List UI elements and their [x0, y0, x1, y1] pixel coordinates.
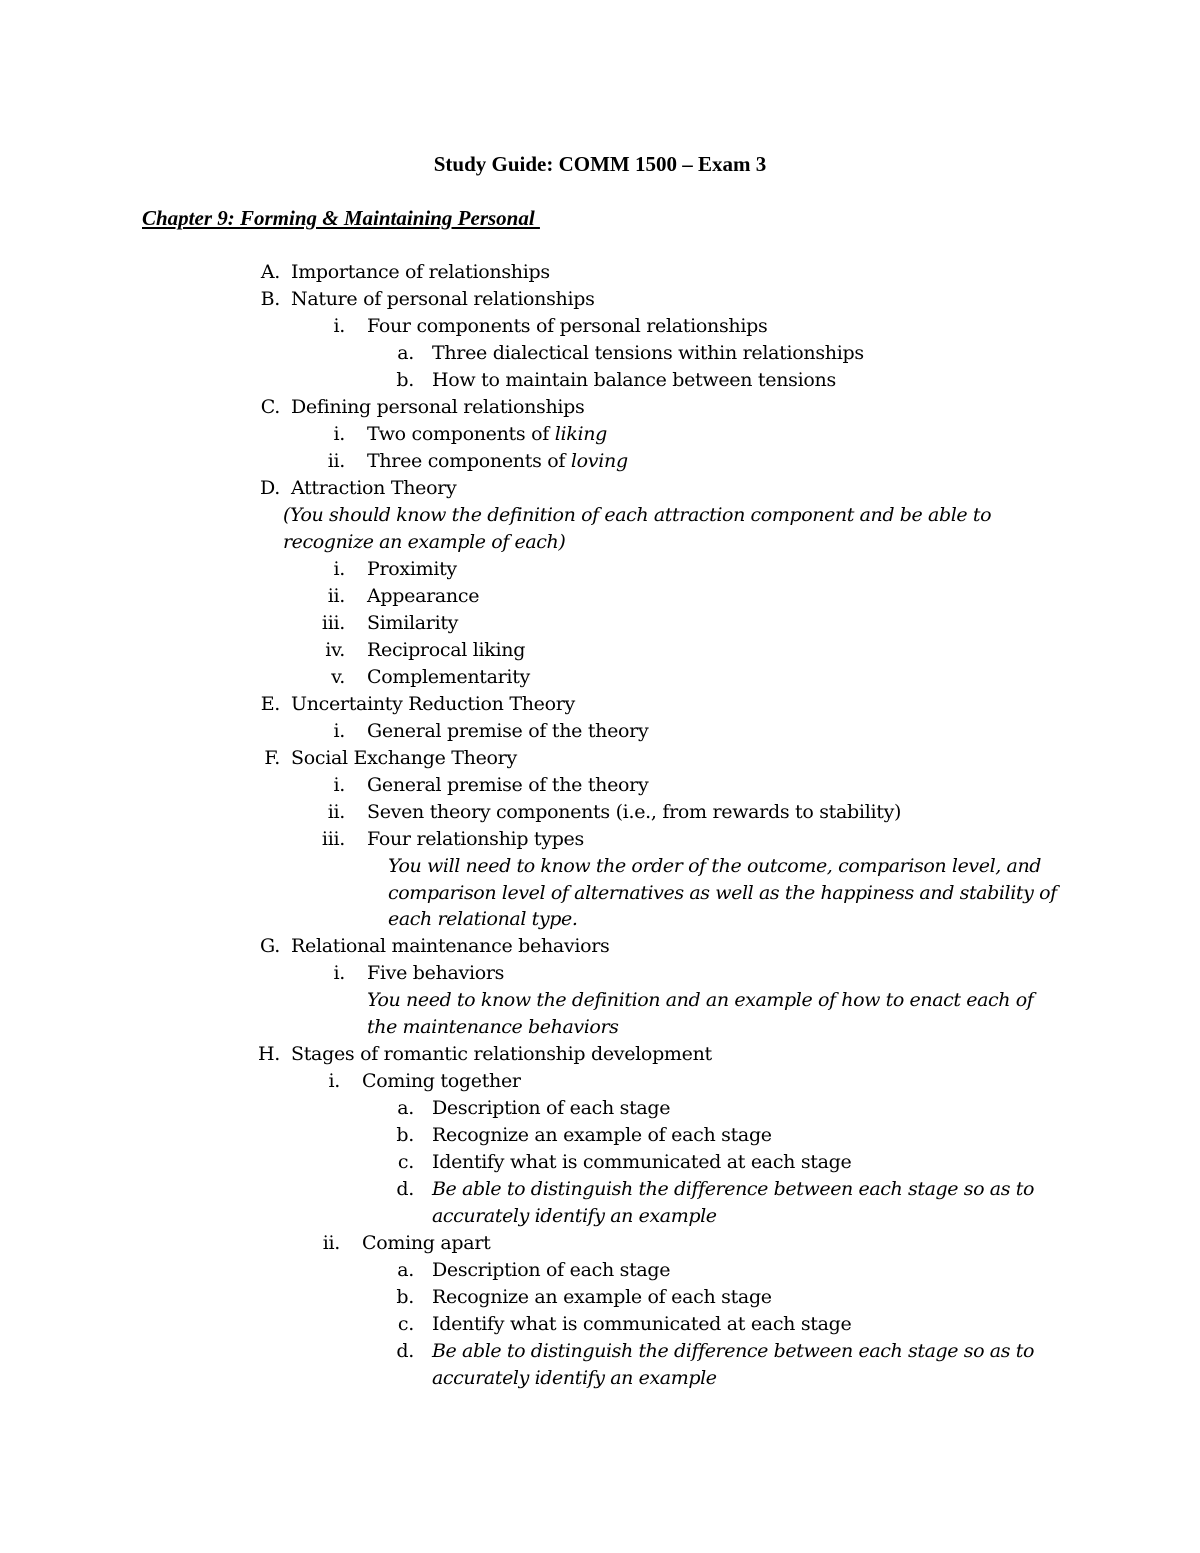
- outline-marker: A.: [260, 261, 280, 283]
- outline-marker: c.: [397, 1313, 414, 1335]
- outline-marker: a.: [397, 342, 414, 364]
- outline-marker: b.: [396, 369, 414, 391]
- outline-item: Social Exchange Theory: [291, 747, 517, 769]
- outline-marker: ii.: [327, 585, 345, 607]
- outline-marker: b.: [396, 1286, 414, 1308]
- outline-subitem: General premise of the theory: [367, 720, 649, 742]
- outline-marker: a.: [397, 1097, 414, 1119]
- outline-subitem: Coming apart: [362, 1232, 491, 1254]
- outline-marker: i.: [328, 1070, 340, 1092]
- outline-subsubitem: Recognize an example of each stage: [432, 1286, 772, 1308]
- outline-marker: iv.: [325, 639, 345, 661]
- outline-subitem: General premise of the theory: [367, 774, 649, 796]
- outline-subitem: Appearance: [367, 585, 480, 607]
- outline-marker: d.: [396, 1340, 414, 1362]
- outline-marker: ii.: [327, 801, 345, 823]
- outline-item: Defining personal relationships: [291, 396, 585, 418]
- outline-item: Importance of relationships: [291, 261, 550, 283]
- outline-marker: a.: [397, 1259, 414, 1281]
- outline-item: Attraction Theory: [291, 477, 457, 499]
- outline-marker: v.: [331, 666, 345, 688]
- outline-subsubitem: Recognize an example of each stage: [432, 1124, 772, 1146]
- outline-marker: b.: [396, 1124, 414, 1146]
- outline-subsubitem: Description of each stage: [432, 1259, 671, 1281]
- outline-marker: i.: [333, 720, 345, 742]
- outline-marker: i.: [333, 558, 345, 580]
- outline-subitem: Five behaviors: [367, 962, 505, 984]
- outline-item: Uncertainty Reduction Theory: [291, 693, 575, 715]
- outline-marker: iii.: [321, 828, 345, 850]
- outline-item: Stages of romantic relationship development: [291, 1043, 712, 1065]
- outline-marker: i.: [333, 315, 345, 337]
- outline-subitem: Proximity: [367, 558, 457, 580]
- study-note: You need to know the definition and an example of how to enact each of the maintenance behaviors: [367, 989, 1034, 1038]
- outline-subitem: Two components of liking: [367, 423, 608, 445]
- outline-subsubitem: How to maintain balance between tensions: [432, 369, 836, 391]
- outline-marker: ii.: [327, 450, 345, 472]
- chapter-heading: Chapter 9: Forming & Maintaining Personal: [142, 206, 540, 230]
- outline-item: Nature of personal relationships: [291, 288, 595, 310]
- outline-subsubitem: Three dialectical tensions within relationships: [432, 342, 864, 364]
- study-note: Be able to distinguish the difference between each stage so as to accurately identify an example: [432, 1178, 1034, 1227]
- outline-marker: G.: [260, 935, 280, 957]
- outline-subitem: Coming together: [362, 1070, 521, 1092]
- outline-marker: C.: [260, 396, 280, 418]
- outline-marker: i.: [333, 774, 345, 796]
- outline-marker: E.: [260, 693, 280, 715]
- outline-subitem: Four relationship types: [367, 828, 584, 850]
- outline-marker: B.: [260, 288, 280, 310]
- outline-marker: iii.: [321, 612, 345, 634]
- outline-marker: ii.: [322, 1232, 340, 1254]
- outline-marker: H.: [257, 1043, 280, 1065]
- outline-subitem: Similarity: [367, 612, 459, 634]
- outline-subsubitem: Description of each stage: [432, 1097, 671, 1119]
- outline-marker: D.: [260, 477, 280, 499]
- outline-subitem: Reciprocal liking: [367, 639, 526, 661]
- outline-item: Relational maintenance behaviors: [291, 935, 610, 957]
- outline-marker: d.: [396, 1178, 414, 1200]
- outline-subitem: Three components of loving: [367, 450, 628, 472]
- outline-marker: i.: [333, 423, 345, 445]
- outline-marker: F.: [264, 747, 280, 769]
- study-note: Be able to distinguish the difference between each stage so as to accurately identify an example: [432, 1340, 1034, 1389]
- study-note: (You should know the definition of each attraction component and be able to recognize an example of each): [283, 504, 992, 553]
- outline-subitem: Four components of personal relationships: [367, 315, 768, 337]
- outline-subsubitem: Identify what is communicated at each stage: [432, 1313, 852, 1335]
- study-note: You will need to know the order of the outcome, comparison level, and comparison level of alternatives as well as the happiness and stability of each relational type.: [388, 855, 1057, 930]
- outline-subitem: Complementarity: [367, 666, 530, 688]
- outline-marker: c.: [397, 1151, 414, 1173]
- outline-marker: i.: [333, 962, 345, 984]
- page-title: Study Guide: COMM 1500 – Exam 3: [433, 152, 767, 176]
- outline-subitem: Seven theory components (i.e., from rewards to stability): [367, 801, 902, 823]
- outline-subsubitem: Identify what is communicated at each stage: [432, 1151, 852, 1173]
